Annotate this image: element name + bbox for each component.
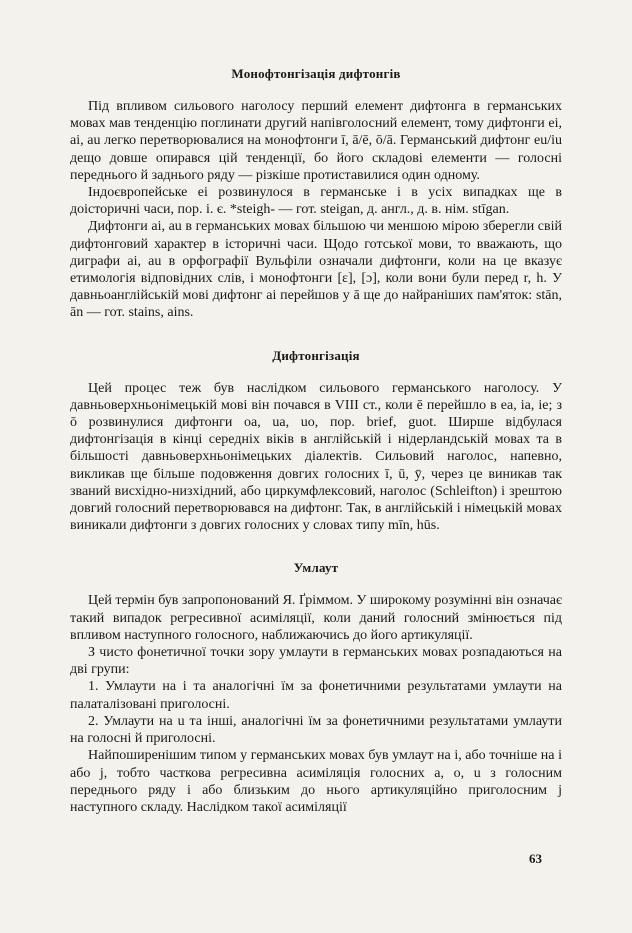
paragraph: Цей термін був запропонований Я. Ґріммом. У широкому розумінні він означає такий випадок регресивної асиміляції, коли даний голосний змінюється під впливом наступного голосного, наближаючись до його артикуляції.: [70, 593, 562, 643]
paragraph: 1. Умлаути на i та аналогічні їм за фонетичними результатами умлаути на палаталізовані приголосні.: [70, 679, 562, 712]
section-title-diphthongization: Дифтонгізація: [272, 347, 360, 363]
paragraph: Цей процес теж був наслідком сильового германського наголосу. У давньоверхньонімецькій мові він почався в VIII ст., коли ē перейшло в ea, ia, ie; з ō розвинулися дифтонги oa, ua, uo, пор. brief, guot. Ширше відбулася дифтонгізація в кінці середніх віків в англійській і нідерландській мовах та в більшості давньоверхньонімецьких діалектів. Сильовий наголос, напевно, викликав ще більше подовження довгих голосних ī, ū, ȳ, через це виникав так званий висхідно-низхідний, або циркумфлексовий, наголос (Schleifton) і зрештою довгий голосний перетворювався на дифтонг. Так, в англійській і німецькій мовах виникали дифтонги з довгих голосних у словах типу mīn, hūs.: [70, 380, 562, 534]
paragraph: Індоєвропейське ei розвинулося в германське i в усіх випадках ще в доісторичні часи, пор. і. є. *steigh- — гот. steigan, д. англ., д. в. нім. stīgan.: [70, 185, 562, 218]
paragraph: Дифтонги ai, au в германських мовах більшою чи меншою мірою зберегли свій дифтонговий характер в історичні часи. Щодо готської мови, то вважають, що диграфи ai, au в орфографії Вульфіли означали дифтонги, коли на це вказує етимологія відповідних слів, і монофтонги [ɛ], [ɔ], коли вони були перед r, h. У давньоанглійській мові дифтонг ai перейшов у ā ще до найраніших пам'яток: stān, ān — гот. stains, ains.: [70, 219, 562, 321]
paragraph: Під впливом сильового наголосу перший елемент дифтонга в германських мовах мав тенденцію поглинати другий напівголосний елемент, тому дифтонги ei, ai, au легко перетворювалися на монофтонги ī, ā/ē, ō/ā. Германський дифтонг eu/iu дещо довше опирався цій тенденції, бо його складові елементи — голосні переднього й заднього ряду — різкіше протиставилися один одному.: [70, 99, 562, 183]
page-number: 63: [529, 851, 542, 866]
section-title-umlaut: Умлаут: [293, 560, 339, 576]
paragraph: 2. Умлаути на u та інші, аналогічні їм за фонетичними результатами умлаути на голосні й приголосні.: [70, 713, 562, 747]
page-body: [70, 62, 562, 816]
paragraph: З чисто фонетичної точки зору умлаути в германських мовах розпадаються на дві групи:: [70, 645, 562, 678]
paragraph: Найпоширенішим типом у германських мовах був умлаут на i, або точніше на i або j, тобто часткова регресивна асиміляція голосних a, o, u з голосним переднього ряду i або близьким до нього артикуляційно приголосним j наступного складу. Наслідком такої асиміляції: [70, 748, 562, 815]
section-title-monophthongization: Монофтонгізація дифтонгів: [231, 66, 401, 81]
